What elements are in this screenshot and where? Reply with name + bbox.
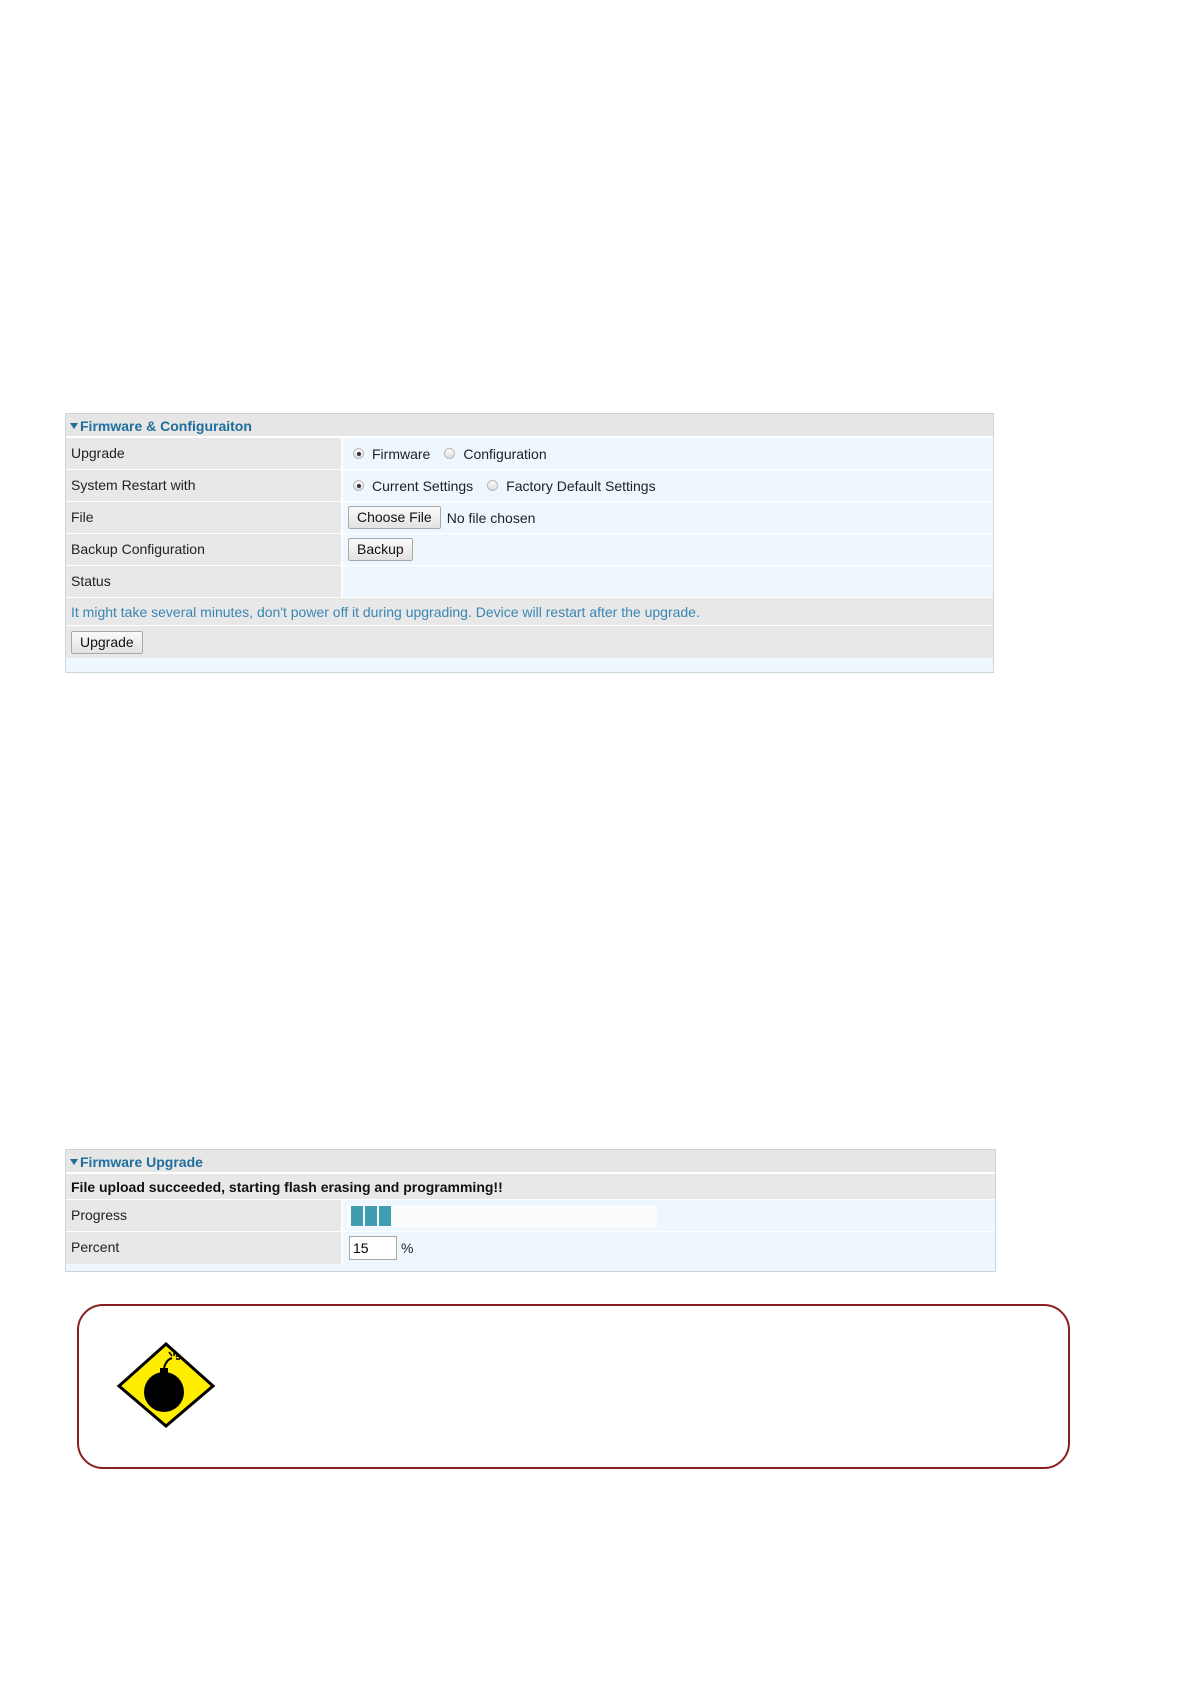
configuration-radio-label: Configuration <box>463 445 547 462</box>
progress-row <box>66 1200 995 1232</box>
action-row <box>66 626 993 658</box>
progress-value <box>343 1200 995 1231</box>
status-row <box>66 566 993 598</box>
backup-value <box>343 534 993 565</box>
configuration-radio[interactable] <box>444 448 455 459</box>
panel-title: Firmware Upgrade <box>80 1154 203 1170</box>
firmware-radio[interactable] <box>353 448 364 459</box>
upgrade-row <box>66 438 993 470</box>
bomb-warning-icon <box>116 1342 216 1428</box>
firmware-radio-label: Firmware <box>372 445 431 462</box>
system-restart-label: System Restart with <box>66 470 343 501</box>
progress-block <box>365 1206 377 1226</box>
file-row <box>66 502 993 534</box>
progress-block <box>379 1206 391 1226</box>
percent-field[interactable] <box>349 1236 397 1260</box>
file-status: No file chosen <box>446 509 536 526</box>
percent-unit: % <box>401 1240 414 1256</box>
status-value <box>343 566 993 597</box>
upgrade-button[interactable]: Upgrade <box>71 631 143 654</box>
backup-label: Backup Configuration <box>66 534 343 565</box>
percent-value <box>343 1232 995 1264</box>
percent-row <box>66 1232 995 1264</box>
status-label: Status <box>66 566 343 597</box>
file-value <box>343 502 993 533</box>
progress-fill <box>351 1206 391 1226</box>
progress-block <box>351 1206 363 1226</box>
system-restart-options <box>343 470 993 501</box>
system-restart-row <box>66 470 993 502</box>
upload-message: File upload succeeded, starting flash erasing and programming!! <box>66 1174 995 1200</box>
panel-title: Firmware & Configuraiton <box>80 418 252 434</box>
file-label: File <box>66 502 343 533</box>
upgrade-notice: It might take several minutes, don't power off it during upgrading. Device will restart after the upgrade. <box>66 598 993 626</box>
upgrade-options <box>343 438 993 469</box>
backup-row <box>66 534 993 566</box>
percent-label: Percent <box>66 1232 343 1264</box>
current-settings-radio[interactable] <box>353 480 364 491</box>
upgrade-label: Upgrade <box>66 438 343 469</box>
collapse-triangle-icon[interactable] <box>70 423 78 429</box>
current-settings-label: Current Settings <box>372 477 474 494</box>
firmware-upgrade-panel <box>65 1149 996 1272</box>
factory-default-label: Factory Default Settings <box>506 477 656 494</box>
progress-bar <box>347 1205 657 1227</box>
choose-file-button[interactable]: Choose File <box>348 506 441 529</box>
backup-button[interactable]: Backup <box>348 538 413 561</box>
collapse-triangle-icon[interactable] <box>70 1159 78 1165</box>
progress-label: Progress <box>66 1200 343 1231</box>
panel-header <box>66 1150 995 1174</box>
firmware-config-panel <box>65 413 994 673</box>
warning-box <box>77 1304 1070 1469</box>
panel-header <box>66 414 993 438</box>
factory-default-radio[interactable] <box>487 480 498 491</box>
